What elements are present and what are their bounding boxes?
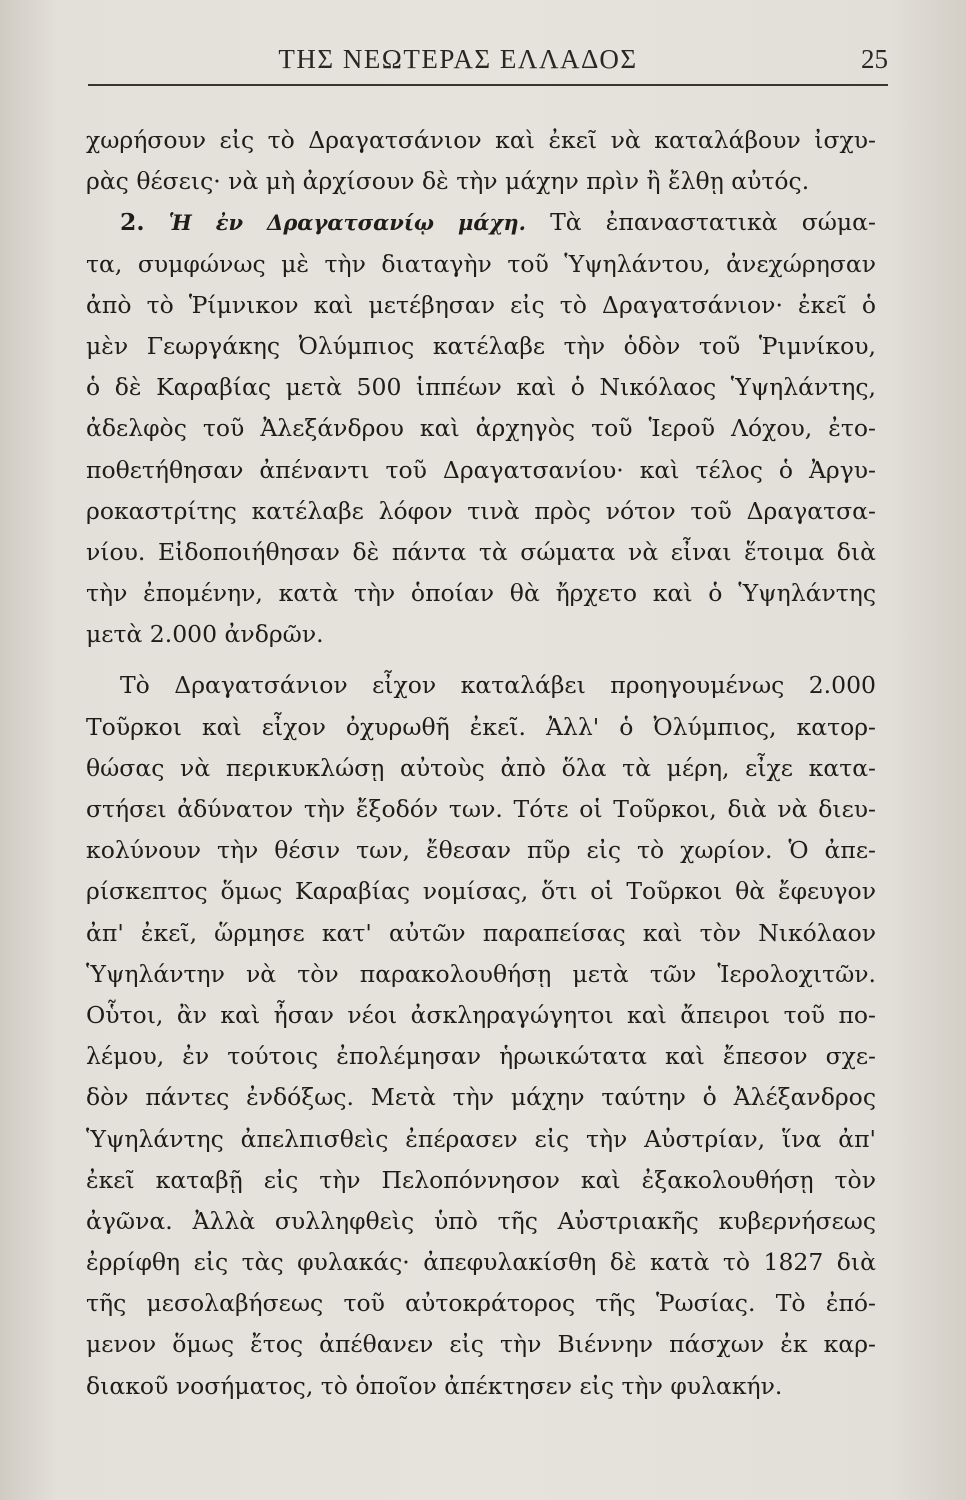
section-battle-dragatsani	[86, 202, 876, 655]
text-span: Τὰ ἐπαναστατικὰ σώμα-	[550, 208, 876, 237]
text-line: Τοῦρκοι καὶ εἶχον ὀχυρωθῆ ἐκεῖ. Ἀλλ' ὁ Ὀλύμπιος, κατορ-	[86, 712, 876, 741]
text-line: λέμου, ἐν τούτοις ἐπολέμησαν ἡρωικώτατα καὶ ἔπεσον σχε-	[86, 1042, 876, 1071]
text-line: μὲν Γεωργάκης Ὀλύμπιος κατέλαβε τὴν ὁδὸν τοῦ Ῥιμνίκου,	[86, 331, 876, 360]
section-heading: Ἡ ἐν Δραγατσανίῳ μάχη.	[168, 210, 526, 236]
text-line: ἐρρίφθη εἰς τὰς φυλακάς· ἀπεφυλακίσθη δὲ κατὰ τὸ 1827 διὰ	[86, 1248, 876, 1277]
text-line: τα, συμφώνως μὲ τὴν διαταγὴν τοῦ Ὑψηλάντου, ἀνεχώρησαν	[86, 249, 876, 278]
text-line: Ὑψηλάντην νὰ τὸν παρακολουθήσῃ μετὰ τῶν Ἱερολοχιτῶν.	[86, 959, 876, 988]
page-number: 25	[861, 44, 888, 74]
section-heading-line	[86, 202, 876, 243]
text-line: ποθετήθησαν ἀπέναντι τοῦ Δραγατσανίου· καὶ τέλος ὁ Ἀργυ-	[86, 455, 876, 484]
text-line: Ὑψηλάντης ἀπελπισθεὶς ἐπέρασεν εἰς τὴν Αὐστρίαν, ἵνα ἀπ'	[86, 1124, 876, 1153]
section-number: 2.	[120, 208, 145, 237]
text-line: ρίσκεπτος ὅμως Καραβίας νομίσας, ὅτι οἱ Τοῦρκοι θὰ ἔφευγον	[86, 877, 876, 906]
text-line: κολύνουν τὴν θέσιν των, ἔθεσαν πῦρ εἰς τὸ χωρίον. Ὁ ἀπε-	[86, 836, 876, 865]
text-line: νίου. Εἰδοποιήθησαν δὲ πάντα τὰ σώματα νὰ εἶναι ἕτοιμα διὰ	[86, 537, 876, 566]
text-line: ἀδελφὸς τοῦ Ἀλεξάνδρου καὶ ἀρχηγὸς τοῦ Ἱεροῦ Λόχου, ἐτο-	[86, 414, 876, 443]
text-line: ἀπ' ἐκεῖ, ὥρμησε κατ' αὐτῶν παραπείσας καὶ τὸν Νικόλαον	[86, 918, 876, 947]
text-line: ρὰς θέσεις· νὰ μὴ ἀρχίσουν δὲ τὴν μάχην πρὶν ἢ ἔλθῃ αὐτός.	[86, 167, 810, 196]
header-rule	[88, 84, 888, 86]
text-line: μενον ὅμως ἔτος ἀπέθανεν εἰς τὴν Βιέννην πάσχων ἐκ καρ-	[86, 1330, 876, 1359]
text-line: τὴν ἐπομένην, κατὰ τὴν ὁποίαν θὰ ἤρχετο καὶ ὁ Ὑψηλάντης	[86, 579, 876, 608]
running-head: ΤΗΣ ΝΕΩΤΕΡΑΣ ΕΛΛΑΔΟΣ	[278, 44, 638, 74]
text-line: μετὰ 2.000 ἀνδρῶν.	[86, 620, 324, 649]
page-header	[88, 40, 888, 84]
paragraph-gap	[86, 655, 876, 665]
text-line: Οὗτοι, ἂν καὶ ἦσαν νέοι ἀσκληραγώγητοι καὶ ἄπειροι τοῦ πο-	[86, 1000, 876, 1029]
text-line: ροκαστρίτης κατέλαβε λόφον τινὰ πρὸς νότον τοῦ Δραγατσα-	[86, 496, 876, 525]
paragraph-battle-narrative	[86, 665, 876, 1406]
text-line: δὸν πάντες ἐνδόξως. Μετὰ τὴν μάχην ταύτην ὁ Ἀλέξανδρος	[86, 1083, 876, 1112]
text-line: θώσας νὰ περικυκλώσῃ αὐτοὺς ἀπὸ ὅλα τὰ μέρη, εἶχε κατα-	[86, 753, 876, 782]
text-line: στήσει ἀδύνατον τὴν ἔξοδόν των. Τότε οἱ Τοῦρκοι, διὰ νὰ διευ-	[86, 795, 876, 823]
text-line: ὁ δὲ Καραβίας μετὰ 500 ἱππέων καὶ ὁ Νικόλαος Ὑψηλάντης,	[86, 373, 876, 402]
body-text	[86, 120, 876, 1407]
text-line: ἀπὸ τὸ Ῥίμνικον καὶ μετέβησαν εἰς τὸ Δραγατσάνιον· ἐκεῖ ὁ	[86, 290, 876, 319]
text-line: διακοῦ νοσήματος, τὸ ὁποῖον ἀπέκτησεν εἰς τὴν φυλακήν.	[86, 1371, 783, 1400]
text-line: ἐκεῖ καταβῇ εἰς τὴν Πελοπόννησον καὶ ἐξακολουθήσῃ τὸν	[86, 1165, 876, 1194]
text-line: χωρήσουν εἰς τὸ Δραγατσάνιον καὶ ἐκεῖ νὰ καταλάβουν ἰσχυ-	[86, 126, 876, 154]
paragraph-continuation	[86, 120, 876, 202]
text-line: τῆς μεσολαβήσεως τοῦ αὐτοκράτορος τῆς Ῥωσίας. Τὸ ἐπό-	[86, 1289, 876, 1318]
text-line: ἀγῶνα. Ἀλλὰ συλληφθεὶς ὑπὸ τῆς Αὐστριακῆς κυβερνήσεως	[86, 1206, 876, 1235]
text-line: Τὸ Δραγατσάνιον εἶχον καταλάβει προηγουμένως 2.000	[120, 671, 876, 700]
